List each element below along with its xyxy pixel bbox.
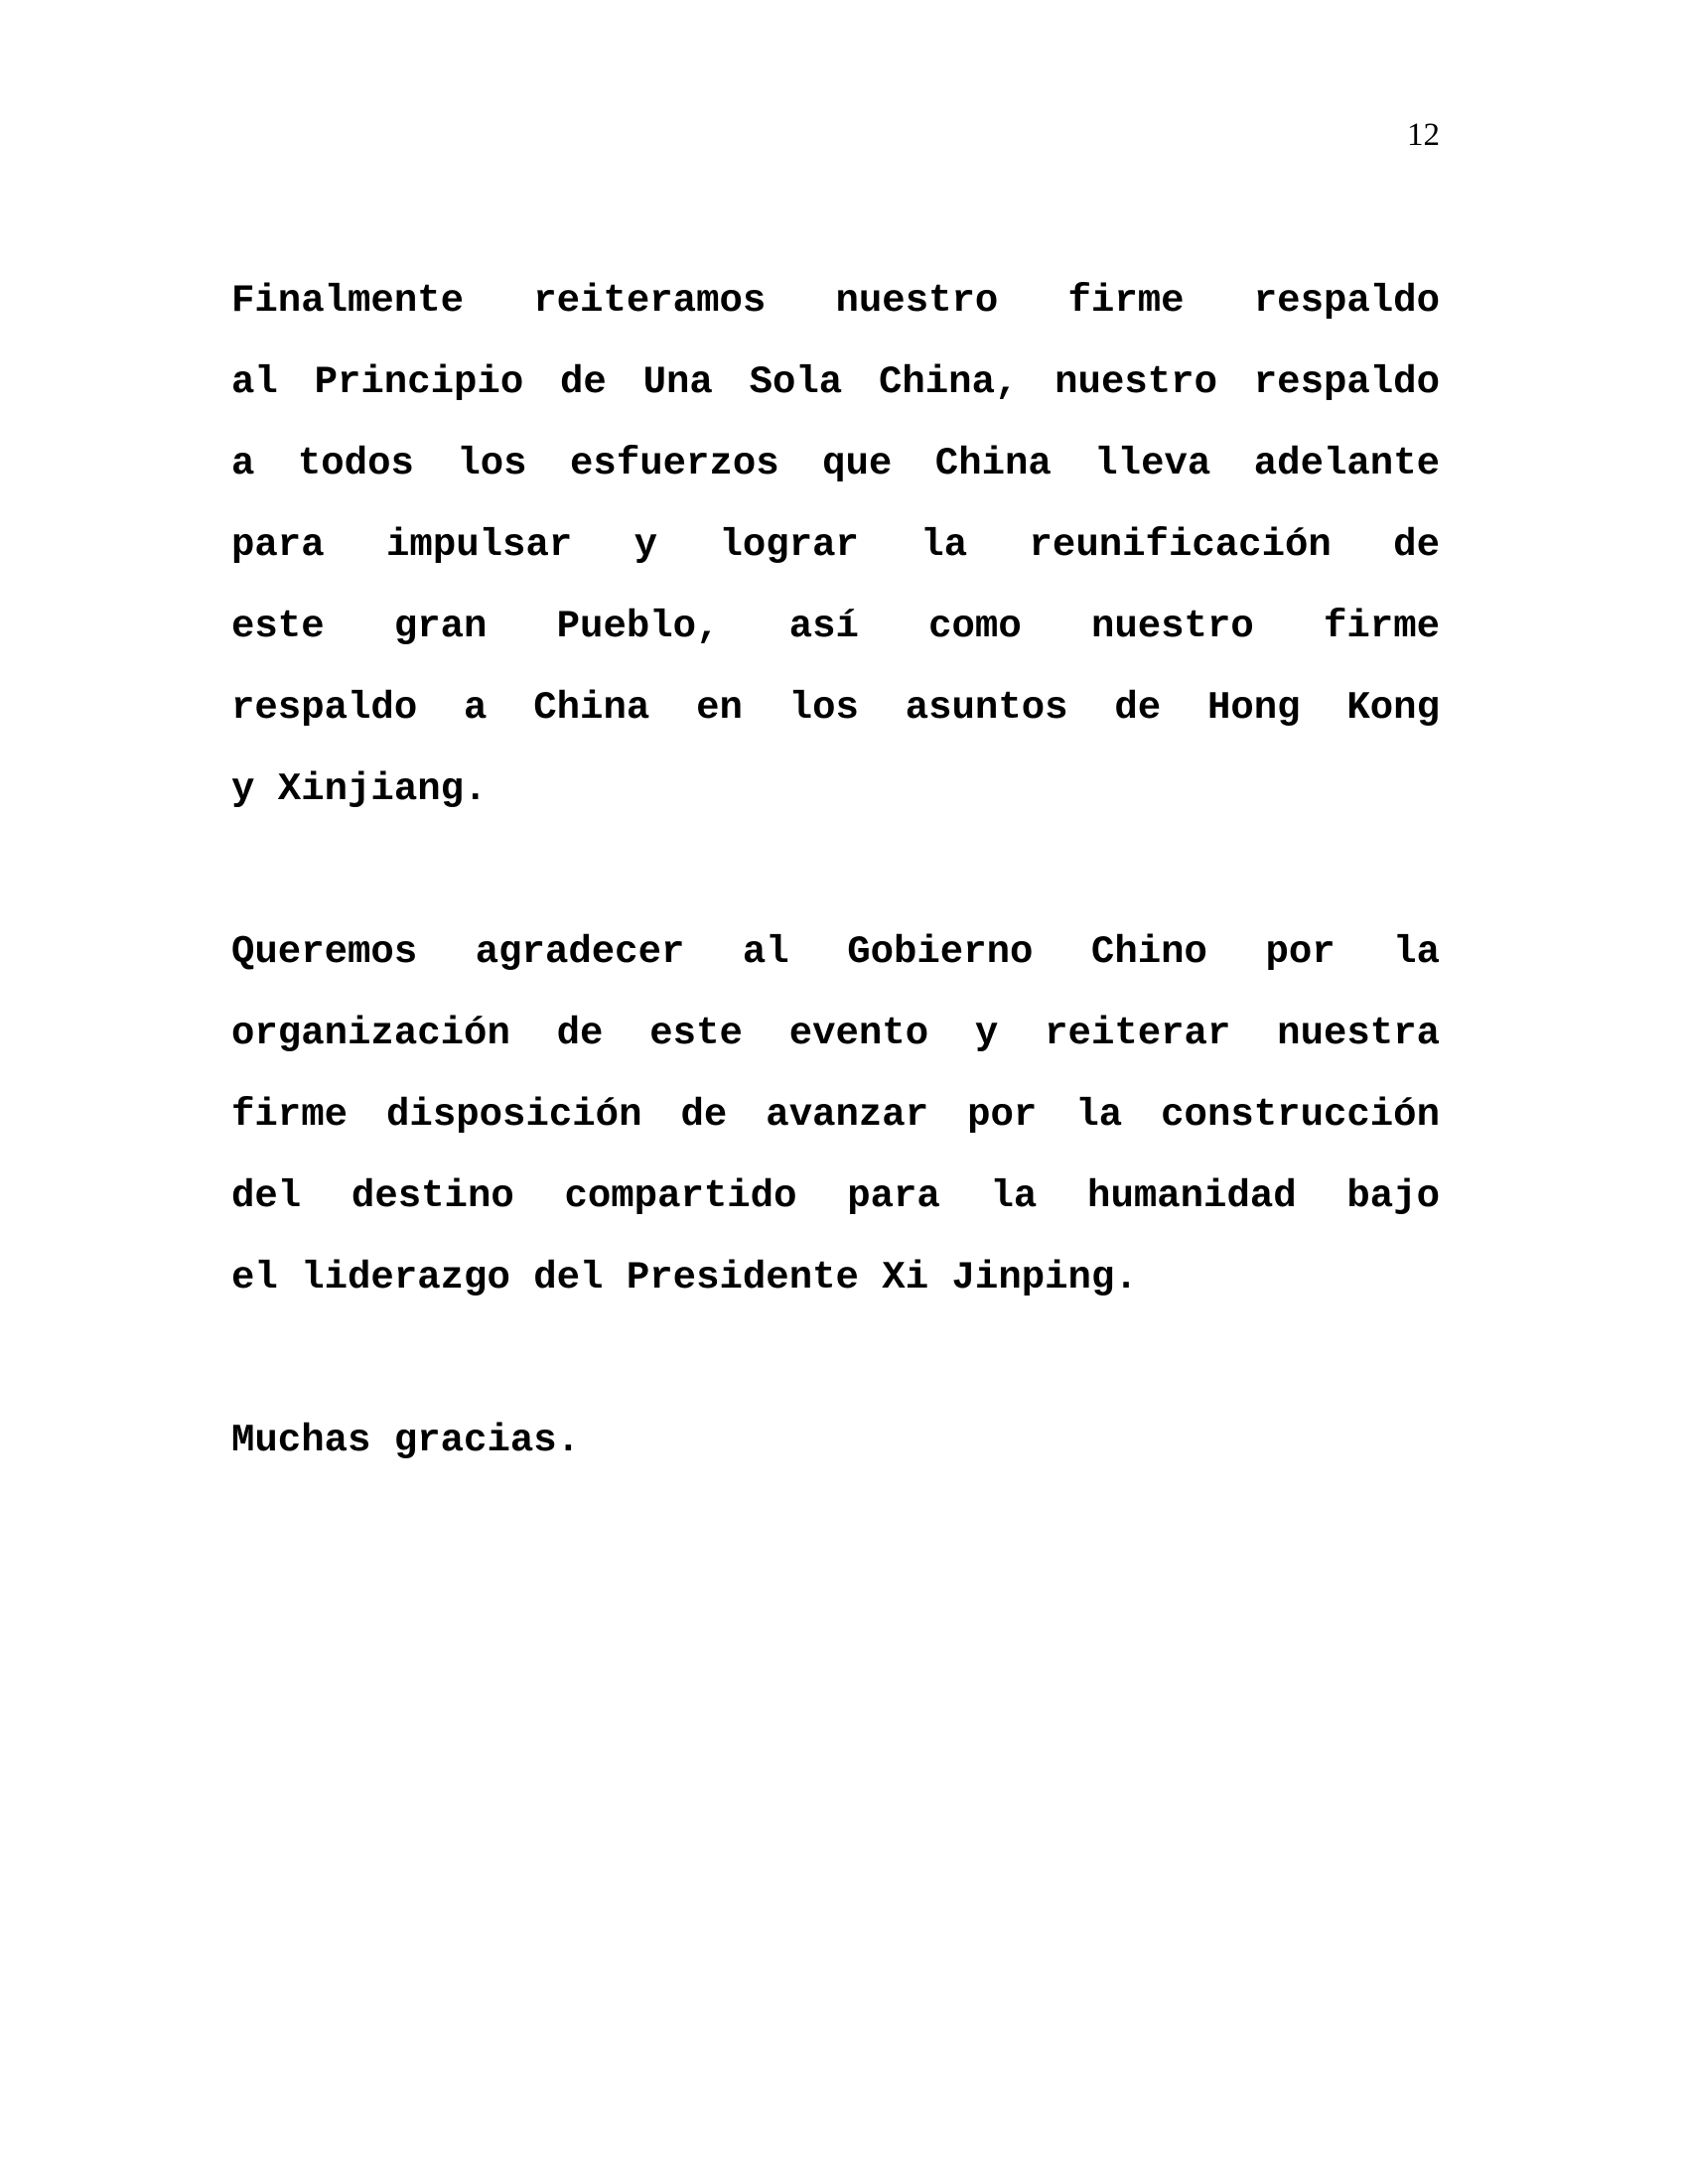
paragraph-closing	[231, 1400, 1440, 1481]
text-line: organización de este evento y reiterar nuestra	[231, 1012, 1440, 1055]
text-line: al Principio de Una Sola China, nuestro respaldo	[231, 360, 1440, 404]
page-number: 12	[1407, 117, 1440, 153]
text-line: respaldo a China en los asuntos de Hong Kong	[231, 686, 1440, 730]
text-line: del destino compartido para la humanidad bajo	[231, 1174, 1440, 1218]
text-line: firme disposición de avanzar por la construcción	[231, 1093, 1440, 1137]
document-body	[231, 260, 1440, 1563]
paragraph-support-one-china	[231, 260, 1440, 830]
text-line: a todos los esfuerzos que China lleva adelante	[231, 442, 1440, 485]
text-line: este gran Pueblo, así como nuestro firme	[231, 605, 1440, 648]
text-line: Finalmente reiteramos nuestro firme respaldo	[231, 279, 1440, 323]
text-line: Queremos agradecer al Gobierno Chino por la	[231, 930, 1440, 974]
text-line: y Xinjiang.	[231, 767, 488, 811]
text-line: para impulsar y lograr la reunificación de	[231, 523, 1440, 567]
text-line: el liderazgo del Presidente Xi Jinping.	[231, 1256, 1138, 1299]
paragraph-thanks-government	[231, 911, 1440, 1318]
text-line: Muchas gracias.	[231, 1419, 581, 1462]
